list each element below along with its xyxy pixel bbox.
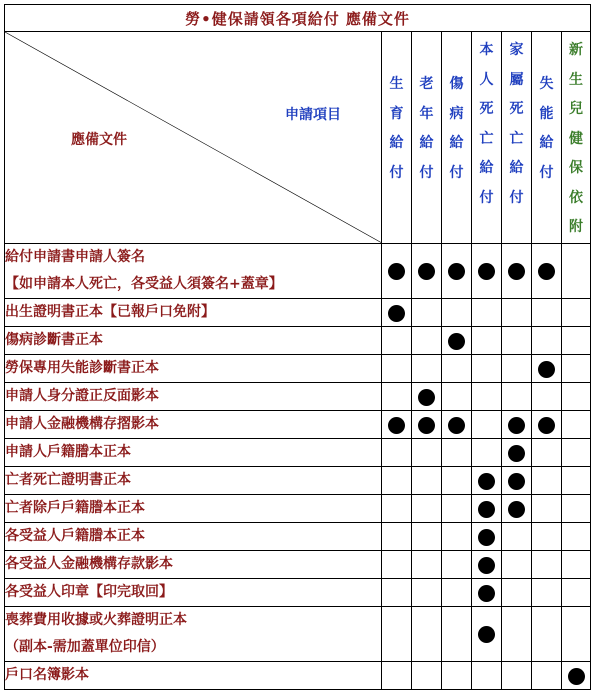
mark-cell-family-death bbox=[502, 243, 532, 298]
mark-cell-family-death bbox=[502, 661, 532, 689]
document-label bbox=[5, 326, 382, 354]
document-label bbox=[5, 550, 382, 578]
required-dot-icon bbox=[538, 417, 555, 434]
required-dot-icon bbox=[388, 263, 405, 280]
mark-cell-family-death bbox=[502, 354, 532, 382]
mark-cell-family-death bbox=[502, 578, 532, 606]
mark-cell-self-death bbox=[472, 466, 502, 494]
document-label bbox=[5, 661, 382, 689]
document-label bbox=[5, 466, 382, 494]
required-dot-icon bbox=[538, 263, 555, 280]
mark-cell-family-death bbox=[502, 410, 532, 438]
mark-cell-family-death bbox=[502, 326, 532, 354]
mark-cell-newborn bbox=[562, 438, 591, 466]
corner-cell bbox=[5, 32, 382, 244]
mark-cell-injury bbox=[442, 354, 472, 382]
mark-cell-disability bbox=[532, 661, 562, 689]
mark-cell-self-death bbox=[472, 298, 502, 326]
required-dot-icon bbox=[508, 473, 525, 490]
required-dot-icon bbox=[478, 557, 495, 574]
mark-cell-birth bbox=[382, 466, 412, 494]
mark-cell-old-age bbox=[412, 550, 442, 578]
mark-cell-newborn bbox=[562, 494, 591, 522]
required-dot-icon bbox=[478, 585, 495, 602]
document-label-line: 出生證明書正本【已報戶口免附】 bbox=[5, 303, 215, 320]
mark-cell-family-death bbox=[502, 522, 532, 550]
mark-cell-injury bbox=[442, 550, 472, 578]
mark-cell-self-death bbox=[472, 522, 502, 550]
mark-cell-disability bbox=[532, 606, 562, 661]
mark-cell-injury bbox=[442, 578, 472, 606]
mark-cell-disability bbox=[532, 438, 562, 466]
required-docs-header: 應備文件 bbox=[71, 132, 127, 148]
mark-cell-birth bbox=[382, 494, 412, 522]
mark-cell-disability bbox=[532, 354, 562, 382]
mark-cell-newborn bbox=[562, 410, 591, 438]
mark-cell-newborn bbox=[562, 522, 591, 550]
mark-cell-injury bbox=[442, 466, 472, 494]
mark-cell-old-age bbox=[412, 522, 442, 550]
mark-cell-family-death bbox=[502, 550, 532, 578]
mark-cell-injury bbox=[442, 298, 472, 326]
mark-cell-family-death bbox=[502, 466, 532, 494]
document-label-line: 勞保專用失能診斷書正本 bbox=[5, 359, 159, 376]
mark-cell-self-death bbox=[472, 494, 502, 522]
document-label-line: 【如申請本人死亡，各受益人須簽名+蓋章】 bbox=[5, 275, 283, 292]
required-dot-icon bbox=[568, 668, 585, 685]
table-row bbox=[5, 438, 591, 466]
column-header-label: 老年給付 bbox=[419, 76, 434, 181]
required-dot-icon bbox=[478, 626, 495, 643]
required-dot-icon bbox=[448, 417, 465, 434]
column-header-newborn bbox=[562, 32, 591, 244]
mark-cell-injury bbox=[442, 522, 472, 550]
mark-cell-newborn bbox=[562, 382, 591, 410]
document-label bbox=[5, 354, 382, 382]
table-row bbox=[5, 606, 591, 661]
mark-cell-birth bbox=[382, 606, 412, 661]
mark-cell-disability bbox=[532, 298, 562, 326]
mark-cell-injury bbox=[442, 438, 472, 466]
column-header-self-death bbox=[472, 32, 502, 244]
mark-cell-newborn bbox=[562, 578, 591, 606]
mark-cell-old-age bbox=[412, 298, 442, 326]
document-label bbox=[5, 298, 382, 326]
requirements-table bbox=[4, 4, 591, 690]
column-header-label: 本人死亡給付 bbox=[479, 42, 494, 206]
mark-cell-disability bbox=[532, 578, 562, 606]
document-label-line: 戶口名簿影本 bbox=[5, 666, 89, 683]
table-row bbox=[5, 354, 591, 382]
table-row bbox=[5, 298, 591, 326]
document-label-line: 申請人金融機構存摺影本 bbox=[5, 415, 159, 432]
required-dot-icon bbox=[478, 473, 495, 490]
table-row bbox=[5, 382, 591, 410]
mark-cell-disability bbox=[532, 522, 562, 550]
required-dot-icon bbox=[508, 417, 525, 434]
mark-cell-family-death bbox=[502, 494, 532, 522]
mark-cell-newborn bbox=[562, 326, 591, 354]
mark-cell-injury bbox=[442, 326, 472, 354]
required-dot-icon bbox=[388, 417, 405, 434]
mark-cell-newborn bbox=[562, 606, 591, 661]
document-label-line: 申請人身分證正反面影本 bbox=[5, 387, 159, 404]
table-row bbox=[5, 522, 591, 550]
column-header-disability bbox=[532, 32, 562, 244]
mark-cell-old-age bbox=[412, 606, 442, 661]
column-header-label: 生育給付 bbox=[389, 76, 404, 181]
document-label-line: 喪葬費用收據或火葬證明正本 bbox=[5, 611, 187, 628]
mark-cell-self-death bbox=[472, 354, 502, 382]
mark-cell-birth bbox=[382, 578, 412, 606]
required-dot-icon bbox=[418, 263, 435, 280]
mark-cell-birth bbox=[382, 438, 412, 466]
mark-cell-disability bbox=[532, 494, 562, 522]
document-label-line: （副本-需加蓋單位印信） bbox=[5, 638, 165, 655]
table-row bbox=[5, 410, 591, 438]
mark-cell-injury bbox=[442, 494, 472, 522]
mark-cell-birth bbox=[382, 298, 412, 326]
mark-cell-self-death bbox=[472, 578, 502, 606]
column-header-injury bbox=[442, 32, 472, 244]
table-title: 勞•健保請領各項給付 應備文件 bbox=[5, 5, 591, 32]
mark-cell-self-death bbox=[472, 382, 502, 410]
mark-cell-injury bbox=[442, 243, 472, 298]
required-dot-icon bbox=[388, 305, 405, 322]
mark-cell-old-age bbox=[412, 466, 442, 494]
document-label-line: 各受益人戶籍謄本正本 bbox=[5, 527, 145, 544]
mark-cell-self-death bbox=[472, 243, 502, 298]
mark-cell-self-death bbox=[472, 326, 502, 354]
application-item-header: 申請項目 bbox=[285, 107, 341, 123]
table-row bbox=[5, 550, 591, 578]
mark-cell-self-death bbox=[472, 606, 502, 661]
column-header-label: 家屬死亡給付 bbox=[509, 42, 524, 206]
mark-cell-injury bbox=[442, 606, 472, 661]
mark-cell-old-age bbox=[412, 494, 442, 522]
document-label-line: 傷病診斷書正本 bbox=[5, 331, 103, 348]
mark-cell-disability bbox=[532, 410, 562, 438]
mark-cell-birth bbox=[382, 382, 412, 410]
mark-cell-old-age bbox=[412, 438, 442, 466]
document-label-line: 申請人戶籍謄本正本 bbox=[5, 443, 131, 460]
required-dot-icon bbox=[448, 263, 465, 280]
mark-cell-injury bbox=[442, 410, 472, 438]
document-label bbox=[5, 410, 382, 438]
required-dot-icon bbox=[418, 389, 435, 406]
mark-cell-old-age bbox=[412, 410, 442, 438]
document-label bbox=[5, 438, 382, 466]
mark-cell-family-death bbox=[502, 382, 532, 410]
mark-cell-newborn bbox=[562, 550, 591, 578]
table-row bbox=[5, 243, 591, 298]
mark-cell-self-death bbox=[472, 438, 502, 466]
mark-cell-injury bbox=[442, 661, 472, 689]
document-label-line: 各受益人金融機構存款影本 bbox=[5, 555, 173, 572]
mark-cell-family-death bbox=[502, 298, 532, 326]
table-row bbox=[5, 661, 591, 689]
column-header-label: 傷病給付 bbox=[449, 76, 464, 181]
mark-cell-old-age bbox=[412, 382, 442, 410]
mark-cell-disability bbox=[532, 550, 562, 578]
table-row bbox=[5, 326, 591, 354]
mark-cell-disability bbox=[532, 243, 562, 298]
required-dot-icon bbox=[478, 529, 495, 546]
column-header-label: 新生兒健保依附 bbox=[569, 42, 584, 235]
mark-cell-family-death bbox=[502, 606, 532, 661]
document-label-line: 亡者死亡證明書正本 bbox=[5, 471, 131, 488]
document-label bbox=[5, 606, 382, 661]
mark-cell-old-age bbox=[412, 661, 442, 689]
document-label bbox=[5, 494, 382, 522]
mark-cell-old-age bbox=[412, 354, 442, 382]
document-label bbox=[5, 578, 382, 606]
document-label bbox=[5, 382, 382, 410]
mark-cell-family-death bbox=[502, 438, 532, 466]
required-dot-icon bbox=[478, 501, 495, 518]
column-header-birth bbox=[382, 32, 412, 244]
mark-cell-self-death bbox=[472, 410, 502, 438]
table-row bbox=[5, 578, 591, 606]
mark-cell-birth bbox=[382, 522, 412, 550]
mark-cell-self-death bbox=[472, 661, 502, 689]
required-dot-icon bbox=[508, 445, 525, 462]
required-dot-icon bbox=[448, 333, 465, 350]
document-label-line: 給付申請書申請人簽名 bbox=[5, 248, 145, 265]
mark-cell-disability bbox=[532, 466, 562, 494]
mark-cell-newborn bbox=[562, 243, 591, 298]
required-dot-icon bbox=[508, 263, 525, 280]
mark-cell-newborn bbox=[562, 298, 591, 326]
mark-cell-old-age bbox=[412, 243, 442, 298]
mark-cell-old-age bbox=[412, 326, 442, 354]
diagonal-line bbox=[5, 32, 381, 243]
required-dot-icon bbox=[478, 263, 495, 280]
mark-cell-birth bbox=[382, 326, 412, 354]
mark-cell-old-age bbox=[412, 578, 442, 606]
mark-cell-newborn bbox=[562, 466, 591, 494]
required-dot-icon bbox=[508, 501, 525, 518]
table-row bbox=[5, 466, 591, 494]
table-row bbox=[5, 494, 591, 522]
mark-cell-birth bbox=[382, 243, 412, 298]
column-header-family-death bbox=[502, 32, 532, 244]
mark-cell-self-death bbox=[472, 550, 502, 578]
document-label bbox=[5, 522, 382, 550]
mark-cell-newborn bbox=[562, 661, 591, 689]
document-label bbox=[5, 243, 382, 298]
column-header-label: 失能給付 bbox=[539, 76, 554, 181]
required-dot-icon bbox=[538, 361, 555, 378]
document-label-line: 亡者除戶戶籍謄本正本 bbox=[5, 499, 145, 516]
mark-cell-disability bbox=[532, 382, 562, 410]
mark-cell-birth bbox=[382, 410, 412, 438]
mark-cell-birth bbox=[382, 354, 412, 382]
column-header-old-age bbox=[412, 32, 442, 244]
mark-cell-disability bbox=[532, 326, 562, 354]
mark-cell-birth bbox=[382, 550, 412, 578]
document-label-line: 各受益人印章【印完取回】 bbox=[5, 583, 173, 600]
mark-cell-newborn bbox=[562, 354, 591, 382]
required-dot-icon bbox=[418, 417, 435, 434]
mark-cell-birth bbox=[382, 661, 412, 689]
mark-cell-injury bbox=[442, 382, 472, 410]
